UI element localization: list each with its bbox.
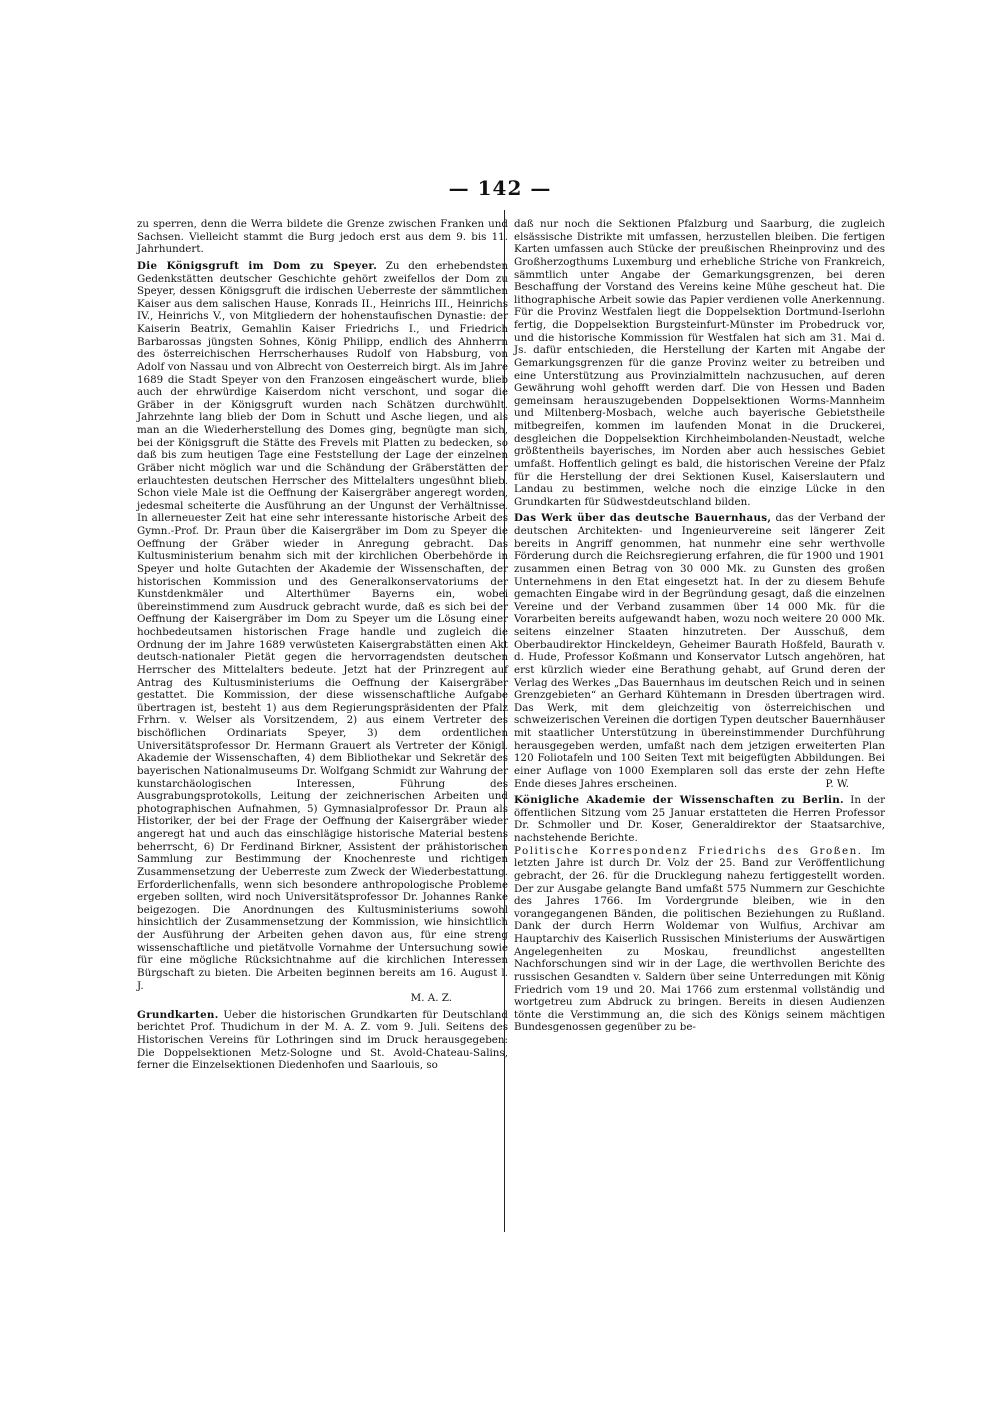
article-akademie-title: Königliche Akademie der Wissenschaften zu Berlin. xyxy=(514,794,844,807)
article-bauernhaus-title: Das Werk über das deutsche Bauernhaus, xyxy=(514,512,772,525)
article-grundkarten-title: Grundkarten. xyxy=(137,1008,219,1021)
page-number: — 142 — xyxy=(448,176,552,200)
article-grundkarten-text: Ueber die historischen Grundkarten für Deutschland berichtet Prof. Thudichum in der M. A. Z. vom 9. Juli. Seitens des Historischen Vereins für Lothringen sind im Druck herausgegeben: Die Doppelsektionen Metz-Sologne und St. Avold-Chateau-Salins, ferner die Einzelsektionen Diedenhofen und Saarlouis, so xyxy=(137,1008,508,1072)
right-column xyxy=(514,218,885,1034)
left-column xyxy=(137,218,508,1072)
article-grundkarten xyxy=(137,1009,508,1072)
article-akademie xyxy=(514,794,885,845)
article-bauernhaus-text: das der Verband der deutschen Architekten- und Ingenieurvereine seit längerer Zeit bereits in Angriff genommen, hat nunmehr eine sehr werthvolle Förderung durch die Reichsregierung erfahren, die für 1900 und 1901 zusammen einen Betrag von 30 000 Mk. zu Gunsten des großen Unternehmens in den Etat eingesetzt hat. In der zu diesem Behufe gemachten Eingabe wird in der Begründung gesagt, daß die einzelnen Vereine und der Verband zusammen über 14 000 Mk. für die Vorarbeiten bereits aufgewandt haben, wozu noch weitere 20 000 Mk. seitens einzelner Staaten hinzutreten. Der Ausschuß, dem Oberbaudirektor Hinckeldeyn, Geheimer Baurath Hoßfeld, Baurath v. d. Hude, Professor Koßmann und Konservator Lutsch angehören, hat erst kürzlich wieder eine Berathung gehabt, auf Grund deren der Verlag des Werkes „Das Bauernhaus im deutschen Reich und in seinen Grenzgebieten“ an Gerhard Kühtemann in Dresden übertragen wird. Das Werk, mit dem gleichzeitig von österreichischen und schweizerischen Vereinen die dortigen Typen deutscher Bauernhäuser mit staatlicher Unterstützung in übereinstimmender Durchführung herausgegeben werden, umfaßt nach dem jetzigen erweiterten Plan 120 Foliotafeln und 100 Seiten Text mit beigefügten Abbildungen. Bei einer Auflage von 1000 Exemplaren soll das erste der zehn Hefte Ende dieses Jahres erscheinen. xyxy=(514,512,886,790)
article-bauernhaus-signature: P. W. xyxy=(825,777,849,790)
paragraph-werra xyxy=(137,218,508,256)
paragraph-grundkarten-continued-text: daß nur noch die Sektionen Pfalzburg und Saarburg, die zugleich elsässische Distrikte mit umfassen, herzustellen bleiben. Die fertigen Karten umfassen auch Stücke der preußischen Rheinprovinz und des Großherzogthums Luxemburg und erhebliche Striche von Frankreich, sämmtlich unter Angabe der Gemarkungsgrenzen, bei deren Beschaffung der Vorstand des Vereins keine Mühe gescheut hat. Die lithographische Arbeit sowie das Papier verdienen volle Anerkennung. Für die Provinz Westfalen liegt die Doppelsektion Dortmund-Iserlohn fertig, die Doppelsektion Burgsteinfurt-Münster im Probedruck vor, und die historische Kommission für Westfalen hat sich am 31. Mai d. Js. dafür entschieden, die Herstellung der Karten mit Angabe der Gemarkungsgrenzen für die ganze Provinz weiter zu betreiben und eine Unterstützung aus Provinzialmitteln nachzusuchen, auf deren Gewährung wohl gehofft werden darf. Die von Hessen und Baden gemeinsam herauszugebenden Doppelsektionen Worms-Mannheim und Miltenberg-Mosbach, welche auch bayerische Gebietstheile mitbegreifen, kommen im laufenden Monat in die Druckerei, desgleichen die Doppelsektion Kirchheimbolanden-Neustadt, welche größtentheils bayerisches, im Norden aber auch hessisches Gebiet umfaßt. Hoffentlich gelingt es bald, die historischen Vereine der Pfalz für die Herstellung der drei Sektionen Kusel, Kaiserslautern und Landau zu bestimmen, welche noch die einzige Lücke in den Grundkarten für Südwestdeutschland bilden. xyxy=(514,218,885,508)
article-koenigsgruft-signature: M. A. Z. xyxy=(410,992,452,1005)
article-koenigsgruft xyxy=(137,260,508,1005)
article-akademie-text: In der öffentlichen Sitzung vom 25 Januar erstatteten die Herren Professor Dr. Schmoller und Dr. Koser, Generaldirektor der Staatsarchive, nachstehende Berichte. xyxy=(514,794,885,845)
article-bauernhaus xyxy=(514,512,885,790)
article-korrespondenz-title: Politische Korrespondenz Friedrichs des Großen. xyxy=(514,844,863,857)
paragraph-grundkarten-continued xyxy=(514,218,885,508)
paragraph-werra-text: zu sperren, denn die Werra bildete die Grenze zwischen Franken und Sachsen. Vielleicht stammt die Burg jedoch erst aus dem 9. bis 11. Jahrhundert. xyxy=(137,218,508,256)
article-korrespondenz-text: Im letzten Jahre ist durch Dr. Volz der 25. Band zur Veröffentlichung gebracht, der 26. für die Drucklegung nahezu fertiggestellt worden. Der zur Ausgabe gelangte Band umfaßt 575 Nummern zur Geschichte des Jahres 1766. Im Vordergrunde bleiben, wie in den vorangegangenen Bänden, die politischen Beziehungen zu Rußland. Dank der durch Herrn Woldemar von Wulfius, Archivar am Hauptarchiv des Kaiserlich Russischen Ministeriums der Auswärtigen Angelegenheiten zu Moskau, freundlichst angestellten Nachforschungen sind wir in der Lage, die werthvollen Berichte des russischen Gesandten v. Saldern über seine Unterredungen mit König Friedrich vom 19 und 20. Mai 1766 zum erstenmal vollständig und wortgetreu zum Abdruck zu bringen. Bereits in diesen Audienzen tönte die Verstimmung an, die sich des Königs seinem mächtigen Bundesgenossen gegenüber zu be- xyxy=(514,844,885,1034)
article-koenigsgruft-title: Die Königsgruft im Dom zu Speyer. xyxy=(137,259,378,272)
article-korrespondenz xyxy=(514,845,885,1034)
article-koenigsgruft-text: Zu den erhebendsten Gedenkstätten deutscher Geschichte gehört zweifellos der Dom zu Speyer, dessen Königsgruft die irdischen Ueberreste der sämmtlichen Kaiser aus dem salischen Hause, Konrads II., Heinrichs III., Heinrichs IV., Heinrichs V., von Mitgliedern der hohenstaufischen Dynastie: der Kaiserin Beatrix, Gemahlin Kaiser Friedrichs I., und Friedrich Barbarossas jüngsten Sohnes, König Philipp, endlich des Ahnherrn des österreichischen Herrscherhauses Rudolf von Habsburg, von Adolf von Nassau und von Albrecht von Oesterreich birgt. Als im Jahre 1689 die Stadt Speyer von den Franzosen eingeäschert wurde, blieb auch der ehrwürdige Kaiserdom nicht verschont, und sogar die Gräber in der Königsgruft wurden nach Schätzen durchwühlt. Jahrzehnte lang blieb der Dom in Schutt und Asche liegen, und als man an die Wiederherstellung des Domes ging, begnügte man sich, bei der Königsgruft die Stätte des Frevels mit Platten zu bedecken, so daß bis zum heutigen Tage eine Feststellung der Lage der einzelnen Gräber nicht möglich war und die Schändung der Gräberstätten der erlauchtesten deutschen Herrscher des Mittelalters ungesühnt blieb. Schon viele Male ist die Oeffnung der Kaisergräber angeregt worden, jedesmal scheiterte die Ausführung an der Ungunst der Verhältnisse. In allerneuester Zeit hat eine sehr interessante historische Arbeit des Gymn.-Prof. Dr. Praun über die Kaisergräber im Dom zu Speyer die Oeffnung der Gräber wieder in Anregung gebracht. Das Kultusministerium benahm sich mit der kirchlichen Oberbehörde in Speyer und holte Gutachten der Akademie der Wissenschaften, der historischen Kommission und des Generalkonservatoriums der Kunstdenkmäler und Alterthümer Bayerns ein, wobei übereinstimmend zum Ausdruck gebracht wurde, daß es sich bei der Oeffnung der Kaisergräber im Dom zu Speyer um die Lösung einer hochbedeutsamen historischen Frage handle und zugleich die Ordnung der im Jahre 1689 verwüsteten Kaisergrabstätten einen Akt deutsch-nationaler Pietät gegen die hervorragendsten deutschen Herrscher des Mittelalters bedeute. Jetzt hat der Prinzregent auf Antrag des Kultusministeriums die Oeffnung der Kaisergräber gestattet. Die Kommission, der diese wissenschaftliche Aufgabe übertragen ist, besteht 1) aus dem Regierungspräsidenten der Pfalz Frhrn. v. Welser als Vorsitzendem, 2) aus einem Vertreter des bischöflichen Ordinariats Speyer, 3) dem ordentlichen Universitätsprofessor Dr. Hermann Grauert als Vertreter der Königl. Akademie der Wissenschaften, 4) dem Bibliothekar und Sekretär des bayerischen Nationalmuseums Dr. Wolfgang Schmidt zur Wahrung der kunstarchäologischen Interessen, Führung des Ausgrabungsprotokolls, Leitung der zeichnerischen Arbeiten und photographischen Aufnahmen, 5) Gymnasialprofessor Dr. Praun als Historiker, der bei der Frage der Oeffnung der Kaisergräber wieder angeregt hat und auch das einschlägige historische Material bestens beherrscht, 6) Dr Ferdinand Birkner, Assistent der prähistorischen Sammlung zur Bestimmung der Knochenreste und richtigen Zusammensetzung der Ueberreste zum Zweck der Wiederbestattung. Erforderlichenfalls, wenn sich besondere anthropologische Probleme ergeben sollten, wird noch Universitätsprofessor Dr. Johannes Ranke beigezogen. Die Anordnungen des Kultusministeriums sowohl hinsichtlich der Zusammensetzung der Kommission, wie hinsichtlich der Ausführung der Arbeiten gehen davon aus, für eine streng wissenschaftliche und pietätvolle Vornahme der Untersuchung sowie für eine mögliche Rücksichtnahme auf die kirchlichen Interessen Bürgschaft zu bieten. Die Arbeiten beginnen bereits am 16. August l. J. xyxy=(137,259,508,992)
